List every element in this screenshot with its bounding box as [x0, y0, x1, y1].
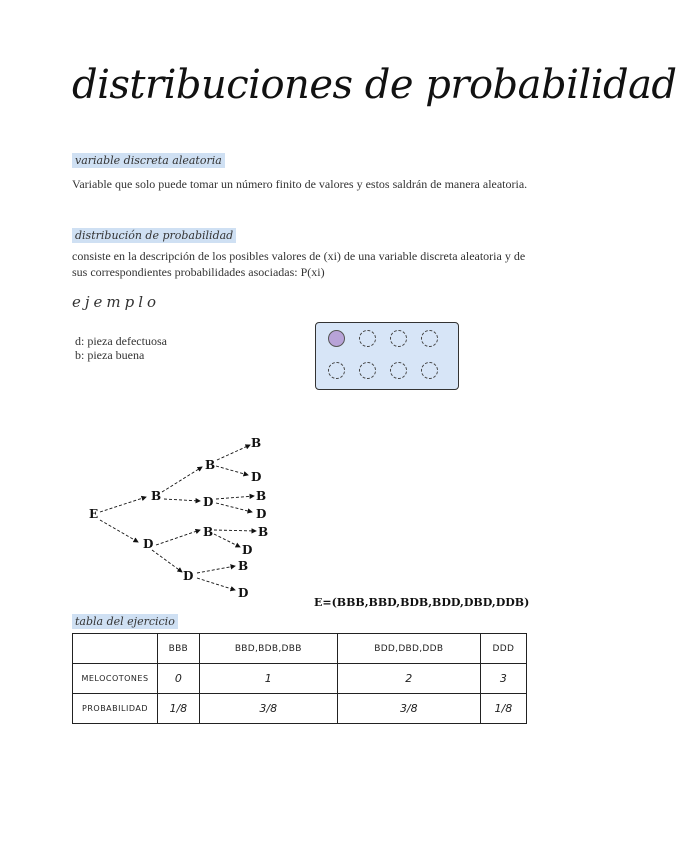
piece-circle: [390, 362, 407, 379]
table-row: [73, 664, 527, 694]
sample-space: E=(BBB,BBD,BDB,BDD,DBD,DDB): [314, 596, 530, 609]
branch-line: [100, 520, 138, 542]
branch-line: [217, 445, 250, 460]
legend: [75, 334, 167, 362]
piece-circle: [328, 362, 345, 379]
branch-line: [216, 496, 254, 499]
pieces-box: [315, 322, 459, 390]
table-cell: 1/8: [158, 694, 200, 724]
branch-line: [216, 466, 248, 475]
table-header-cell: DDD: [480, 634, 526, 664]
tree-node: D: [251, 470, 262, 484]
table-header-row: [73, 634, 527, 664]
branch-line: [214, 534, 240, 547]
branch-line: [162, 467, 202, 492]
legend-item-buena: b: pieza buena: [75, 348, 145, 362]
tree-node: B: [205, 458, 216, 472]
branch-line: [100, 497, 146, 512]
table-cell: 3/8: [199, 694, 337, 724]
tree-node: B: [251, 436, 262, 450]
branch-line: [152, 550, 182, 572]
tree-node: B: [151, 489, 162, 503]
tree-node: D: [238, 586, 249, 600]
table-row: [73, 694, 527, 724]
paragraph-distribucion: consiste en la descripción de los posibles valores de (xi) de una variable discreta aleatoria y de sus correspondientes probabilidades asociadas: P(xi): [72, 249, 526, 279]
results-table: [72, 633, 527, 724]
table-header-cell: BDD,DBD,DDB: [337, 634, 480, 664]
section-heading-variable: variable discreta aleatoria: [72, 153, 225, 168]
piece-circle: [359, 330, 376, 347]
piece-circle: [421, 362, 438, 379]
piece-circle-defective: [328, 330, 345, 347]
tree-node: D: [256, 507, 267, 521]
probability-tree: [80, 430, 300, 605]
tree-node: D: [183, 569, 194, 583]
legend-item-defectuosa: d: pieza defectuosa: [75, 334, 167, 348]
tree-node: D: [203, 495, 214, 509]
tree-node: D: [143, 537, 154, 551]
branch-line: [197, 578, 235, 590]
branch-line: [164, 499, 200, 501]
branch-line: [197, 566, 235, 573]
tree-node-root: E: [89, 507, 99, 521]
tree-node: B: [203, 525, 214, 539]
page-title: distribuciones de probabilidad: [72, 62, 677, 108]
table-heading: tabla del ejercicio: [72, 614, 178, 629]
piece-circle: [421, 330, 438, 347]
table-cell: 1/8: [480, 694, 526, 724]
table-corner-cell: [73, 634, 158, 664]
piece-circle: [390, 330, 407, 347]
table-header-cell: BBD,BDB,DBB: [199, 634, 337, 664]
piece-circle: [359, 362, 376, 379]
row-label: MELOCOTONES: [73, 664, 158, 694]
row-label: PROBABILIDAD: [73, 694, 158, 724]
table-cell: 3/8: [337, 694, 480, 724]
tree-node: D: [242, 543, 253, 557]
table-cell: 0: [158, 664, 200, 694]
paragraph-variable: Variable que solo puede tomar un número finito de valores y estos saldrán de manera aleatoria.: [72, 177, 528, 191]
tree-node: B: [258, 525, 269, 539]
table-cell: 3: [480, 664, 526, 694]
table-header-cell: BBB: [158, 634, 200, 664]
table-cell: 2: [337, 664, 480, 694]
table-cell: 1: [199, 664, 337, 694]
tree-node: B: [238, 559, 249, 573]
branch-line: [214, 530, 256, 531]
section-heading-distribucion: distribución de probabilidad: [72, 228, 236, 243]
branch-line: [216, 503, 252, 512]
branch-line: [156, 530, 200, 545]
tree-node: B: [256, 489, 267, 503]
example-heading: ejemplo: [72, 293, 161, 311]
